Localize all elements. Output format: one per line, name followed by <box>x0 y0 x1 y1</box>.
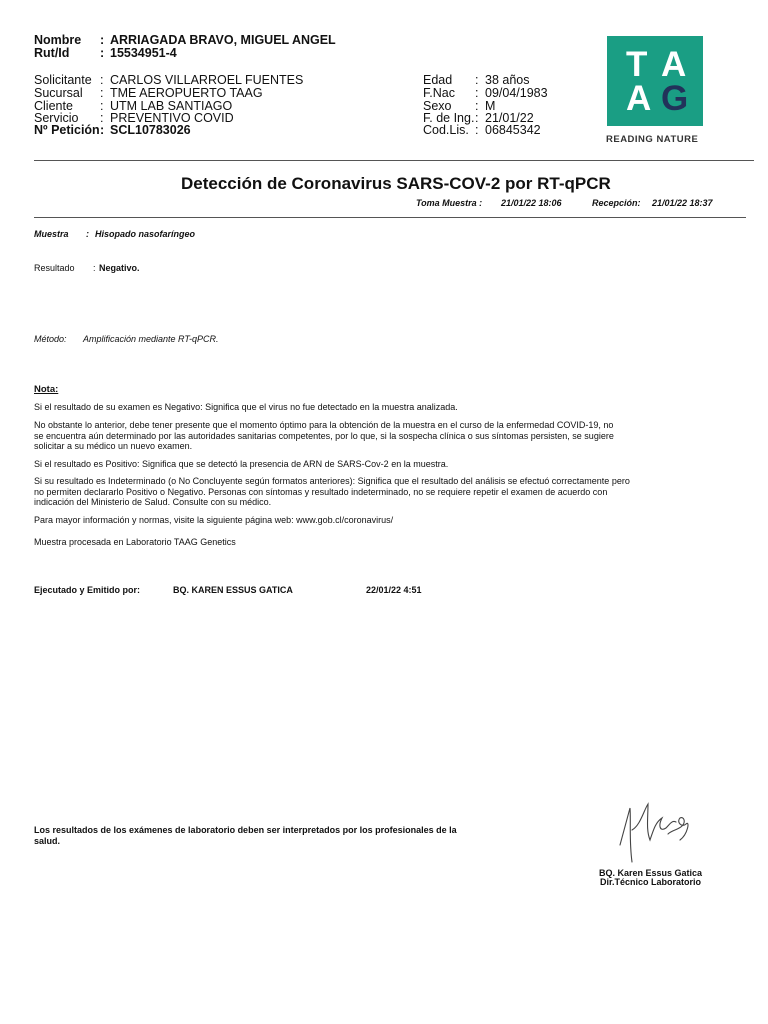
metodo-label: Método: <box>34 334 67 344</box>
sucursal-label: Sucursal <box>34 86 83 100</box>
edad-row <box>423 73 529 87</box>
colon: : <box>100 33 105 47</box>
note-lab: Muestra procesada en Laboratorio TAAG Genetics <box>34 537 236 547</box>
cliente-label: Cliente <box>34 99 73 113</box>
colon: : <box>100 86 104 100</box>
fecha-ingreso-value: 21/01/22 <box>485 111 534 125</box>
edad-value: 38 años <box>485 73 530 87</box>
sexo-label: Sexo <box>423 99 452 113</box>
colon: : <box>475 123 479 137</box>
resultado-label: Resultado <box>34 263 75 273</box>
executed-name: BQ. KAREN ESSUS GATICA <box>173 585 293 595</box>
signer-name: BQ. Karen Essus Gatica <box>599 868 703 878</box>
colon: : <box>100 111 104 125</box>
logo-letter-a2: A <box>626 79 652 118</box>
logo-letter-a1: A <box>661 45 687 84</box>
colon: : <box>475 73 479 87</box>
fnac-row <box>423 86 548 100</box>
patient-rut-label: Rut/Id <box>34 46 70 60</box>
note-indeterminate-line-2: no permiten declararlo Positivo o Negativo. Personas con síntomas y resultado indeterminado, no se requiere repetir el examen de acuerdo con <box>34 486 608 497</box>
patient-name-value: ARRIAGADA BRAVO, MIGUEL ANGEL <box>110 33 336 47</box>
colon: : <box>100 99 104 113</box>
peticion-value: SCL10783026 <box>110 123 191 137</box>
muestra-colon: : <box>86 229 89 239</box>
resultado-value: Negativo. <box>99 263 140 273</box>
fecha-ingreso-label: F. de Ing. <box>423 111 475 125</box>
patient-rut-row <box>34 46 177 60</box>
sexo-value: M <box>485 99 496 113</box>
solicitante-row <box>34 73 303 87</box>
note-timing <box>34 420 614 452</box>
colon: : <box>475 86 479 100</box>
toma-muestra-label: Toma Muestra : <box>416 198 483 208</box>
note-more-info: Para mayor información y normas, visite la siguiente página web: www.gob.cl/coronavirus/ <box>34 515 394 525</box>
recepcion-value: 21/01/22 18:37 <box>652 198 713 208</box>
fnac-value: 09/04/1983 <box>485 86 548 100</box>
resultado-colon: : <box>93 263 96 273</box>
logo-tagline: READING NATURE <box>606 134 699 145</box>
peticion-row <box>34 123 191 137</box>
patient-name-label: Nombre <box>34 33 82 47</box>
footer-disclaimer-line-2: salud. <box>34 835 61 846</box>
patient-name-row <box>34 33 336 47</box>
colon: : <box>475 111 479 125</box>
signer-title: Dir.Técnico Laboratorio <box>600 877 702 887</box>
codlis-label: Cod.Lis. <box>423 123 469 137</box>
servicio-value: PREVENTIVO COVID <box>110 111 234 125</box>
muestra-label: Muestra <box>34 229 69 239</box>
note-indeterminate-line-1: Si su resultado es Indeterminado (o No Concluyente según formatos anteriores): Significa que el resultado del análisis se efectuó correctamente pero <box>34 476 630 486</box>
logo-letter-t: T <box>626 45 648 84</box>
fnac-label: F.Nac <box>423 86 455 100</box>
note-negative: Si el resultado de su examen es Negativo: Significa que el virus no fue detectado en la muestra analizada. <box>34 402 458 412</box>
codlis-value: 06845342 <box>485 123 541 137</box>
patient-rut-value: 15534951-4 <box>110 46 177 60</box>
colon: : <box>100 46 105 60</box>
executed-datetime: 22/01/22 4:51 <box>366 585 422 595</box>
note-timing-line-1: No obstante lo anterior, debe tener presente que el momento óptimo para la obtención de la muestra en el curso de la enfermedad COVID-19, no <box>34 420 614 430</box>
note-timing-line-2: se encuentra aún determinado por las autoridades sanitarias competentes, por lo que, si la sospecha clínica o sus síntomas persisten, se sugiere <box>34 430 614 441</box>
note-heading: Nota: <box>34 384 59 395</box>
colon: : <box>100 123 105 137</box>
note-indeterminate-line-3: indicación del Ministerio de Salud. Consulte con su médico. <box>34 497 272 507</box>
title-divider <box>34 217 746 218</box>
solicitante-value: CARLOS VILLARROEL FUENTES <box>110 73 304 87</box>
header-divider <box>34 160 754 161</box>
executed-label: Ejecutado y Emitido por: <box>34 585 141 595</box>
report-title: Detección de Coronavirus SARS-COV-2 por RT-qPCR <box>181 174 611 193</box>
sucursal-row <box>34 86 263 100</box>
logo-letter-g: G <box>661 79 689 118</box>
muestra-value: Hisopado nasofaríngeo <box>95 229 196 239</box>
footer-disclaimer <box>34 825 457 846</box>
cliente-value: UTM LAB SANTIAGO <box>110 99 233 113</box>
note-timing-line-3: solicitar a su médico un nuevo examen. <box>34 441 193 451</box>
codlis-row <box>423 123 541 137</box>
taag-logo <box>607 36 703 126</box>
colon: : <box>475 99 479 113</box>
recepcion-label: Recepción: <box>592 198 641 208</box>
note-indeterminate <box>34 476 630 508</box>
toma-muestra-value: 21/01/22 18:06 <box>501 198 562 208</box>
handwritten-signature <box>610 800 710 870</box>
footer-disclaimer-line-1: Los resultados de los exámenes de laboratorio deben ser interpretados por los profesionales de la <box>34 825 457 835</box>
colon: : <box>100 73 104 87</box>
sucursal-value: TME AEROPUERTO TAAG <box>110 86 263 100</box>
note-positive: Si el resultado es Positivo: Significa que se detectó la presencia de ARN de SARS-Cov-2 en la muestra. <box>34 459 449 469</box>
servicio-label: Servicio <box>34 111 79 125</box>
peticion-label: Nº Petición <box>34 123 100 137</box>
edad-label: Edad <box>423 73 453 87</box>
metodo-value: Amplificación mediante RT-qPCR. <box>83 334 219 344</box>
solicitante-label: Solicitante <box>34 73 92 87</box>
